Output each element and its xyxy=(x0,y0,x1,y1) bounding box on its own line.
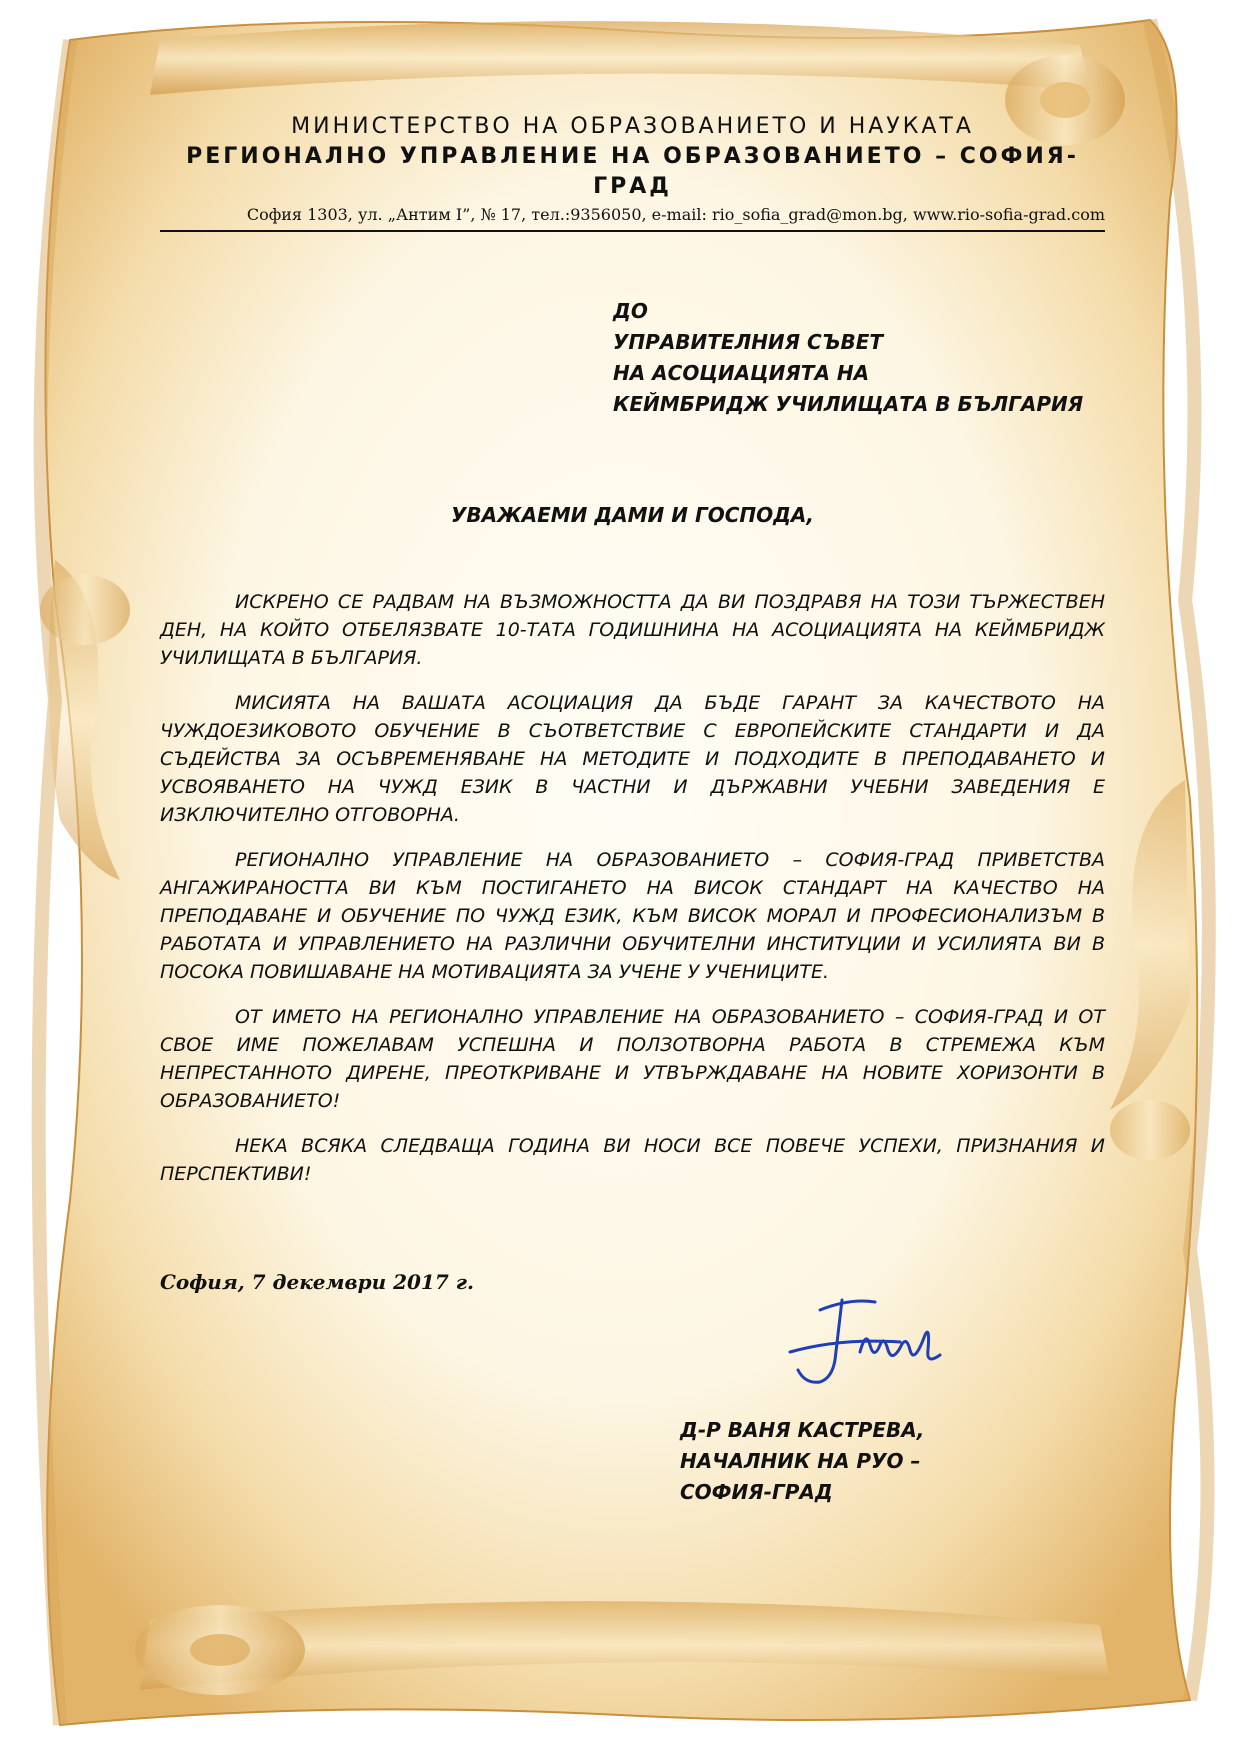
contact-line: София 1303, ул. „Антим I”, № 17, тел.:9356050, e-mail: rio_sofia_grad@mon.bg, www.rio-sofia-grad.com xyxy=(160,202,1105,232)
body-paragraph: МИСИЯТА НА ВАШАТА АСОЦИАЦИЯ ДА БЪДЕ ГАРАНТ ЗА КАЧЕСТВОТО НА ЧУЖДОЕЗИКОВОТО ОБУЧЕНИЕ В СЪОТВЕТСТВИЕ С ЕВРОПЕЙСКИТЕ СТАНДАРТИ И ДА СЪДЕЙСТВА ЗА ОСЪВРЕМЕНЯВАНЕ НА МЕТОДИТЕ И ПОДХОДИТЕ В ПРЕПОДАВАНЕТО И УСВОЯВАНЕТО НА ЧУЖД ЕЗИК В ЧАСТНИ И ДЪРЖАВНИ УЧЕБНИ ЗАВЕДЕНИЯ Е ИЗКЛЮЧИТЕЛНО ОТГОВОРНА. xyxy=(160,692,1105,826)
letter-date: София, 7 декември 2017 г. xyxy=(160,1270,474,1294)
letter-body xyxy=(160,588,1105,1205)
ministry-name: МИНИСТЕРСТВО НА ОБРАЗОВАНИЕТО И НАУКАТА xyxy=(291,114,974,139)
salutation: УВАЖАЕМИ ДАМИ И ГОСПОДА, xyxy=(450,503,815,527)
signatory-line: Д-Р ВАНЯ КАСТРЕВА, xyxy=(680,1418,925,1442)
recipient-line: УПРАВИТЕЛНИЯ СЪВЕТ xyxy=(613,330,884,354)
recipient-line: КЕЙМБРИДЖ УЧИЛИЩАТА В БЪЛГАРИЯ xyxy=(613,392,1084,416)
body-paragraph: НЕКА ВСЯКА СЛЕДВАЩА ГОДИНА ВИ НОСИ ВСЕ ПОВЕЧЕ УСПЕХИ, ПРИЗНАНИЯ И ПЕРСПЕКТИВИ! xyxy=(160,1135,1105,1185)
body-paragraph: РЕГИОНАЛНО УПРАВЛЕНИЕ НА ОБРАЗОВАНИЕТО – СОФИЯ-ГРАД ПРИВЕТСТВА АНГАЖИРАНОСТТА ВИ КЪМ ПОСТИГАНЕТО НА ВИСОК СТАНДАРТ НА КАЧЕСТВО НА ПРЕПОДАВАНЕ И ОБУЧЕНИЕ ПО ЧУЖД ЕЗИК, КЪМ ВИСОК МОРАЛ И ПРОФЕСИОНАЛИЗЪМ В РАБОТАТА И УПРАВЛЕНИЕТО НА РАЗЛИЧНИ ОБУЧИТЕЛНИ ИНСТИТУЦИИ И УСИЛИЯТА ВИ В ПОСОКА ПОВИШАВАНЕ НА МОТИВАЦИЯТА ЗА УЧЕНЕ У УЧЕНИЦИТЕ. xyxy=(160,849,1105,983)
recipient-line: НА АСОЦИАЦИЯТА НА xyxy=(613,361,870,385)
recipient-line: ДО xyxy=(613,299,648,323)
body-paragraph: ОТ ИМЕТО НА РЕГИОНАЛНО УПРАВЛЕНИЕ НА ОБРАЗОВАНИЕТО – СОФИЯ-ГРАД И ОТ СВОЕ ИМЕ ПОЖЕЛАВАМ УСПЕШНА И ПОЛЗОТВОРНА РАБОТА В СТРЕМЕЖА КЪМ НЕПРЕСТАННОТО ДИРЕНЕ, ПРЕОТКРИВАНЕ И УТВЪРЖДАВАНЕ НА НОВИТЕ ХОРИЗОНТИ В ОБРАЗОВАНИЕТО! xyxy=(160,1006,1105,1112)
department-name: РЕГИОНАЛНО УПРАВЛЕНИЕ НА ОБРАЗОВАНИЕТО – СОФИЯ-ГРАД xyxy=(186,144,1079,199)
handwritten-signature xyxy=(780,1290,960,1390)
recipient-block xyxy=(613,296,1083,420)
signatory-line: НАЧАЛНИК НА РУО – xyxy=(680,1449,921,1473)
signatory-line: СОФИЯ-ГРАД xyxy=(680,1480,833,1504)
letterhead xyxy=(160,112,1105,232)
body-paragraph: ИСКРЕНО СЕ РАДВАМ НА ВЪЗМОЖНОСТТА ДА ВИ ПОЗДРАВЯ НА ТОЗИ ТЪРЖЕСТВЕН ДЕН, НА КОЙТО ОТБЕЛЯЗВАТЕ 10-ТАТА ГОДИШНИНА НА АСОЦИАЦИЯТА НА КЕЙМБРИДЖ УЧИЛИЩАТА В БЪЛГАРИЯ. xyxy=(160,591,1105,669)
signatory-block xyxy=(680,1415,924,1508)
